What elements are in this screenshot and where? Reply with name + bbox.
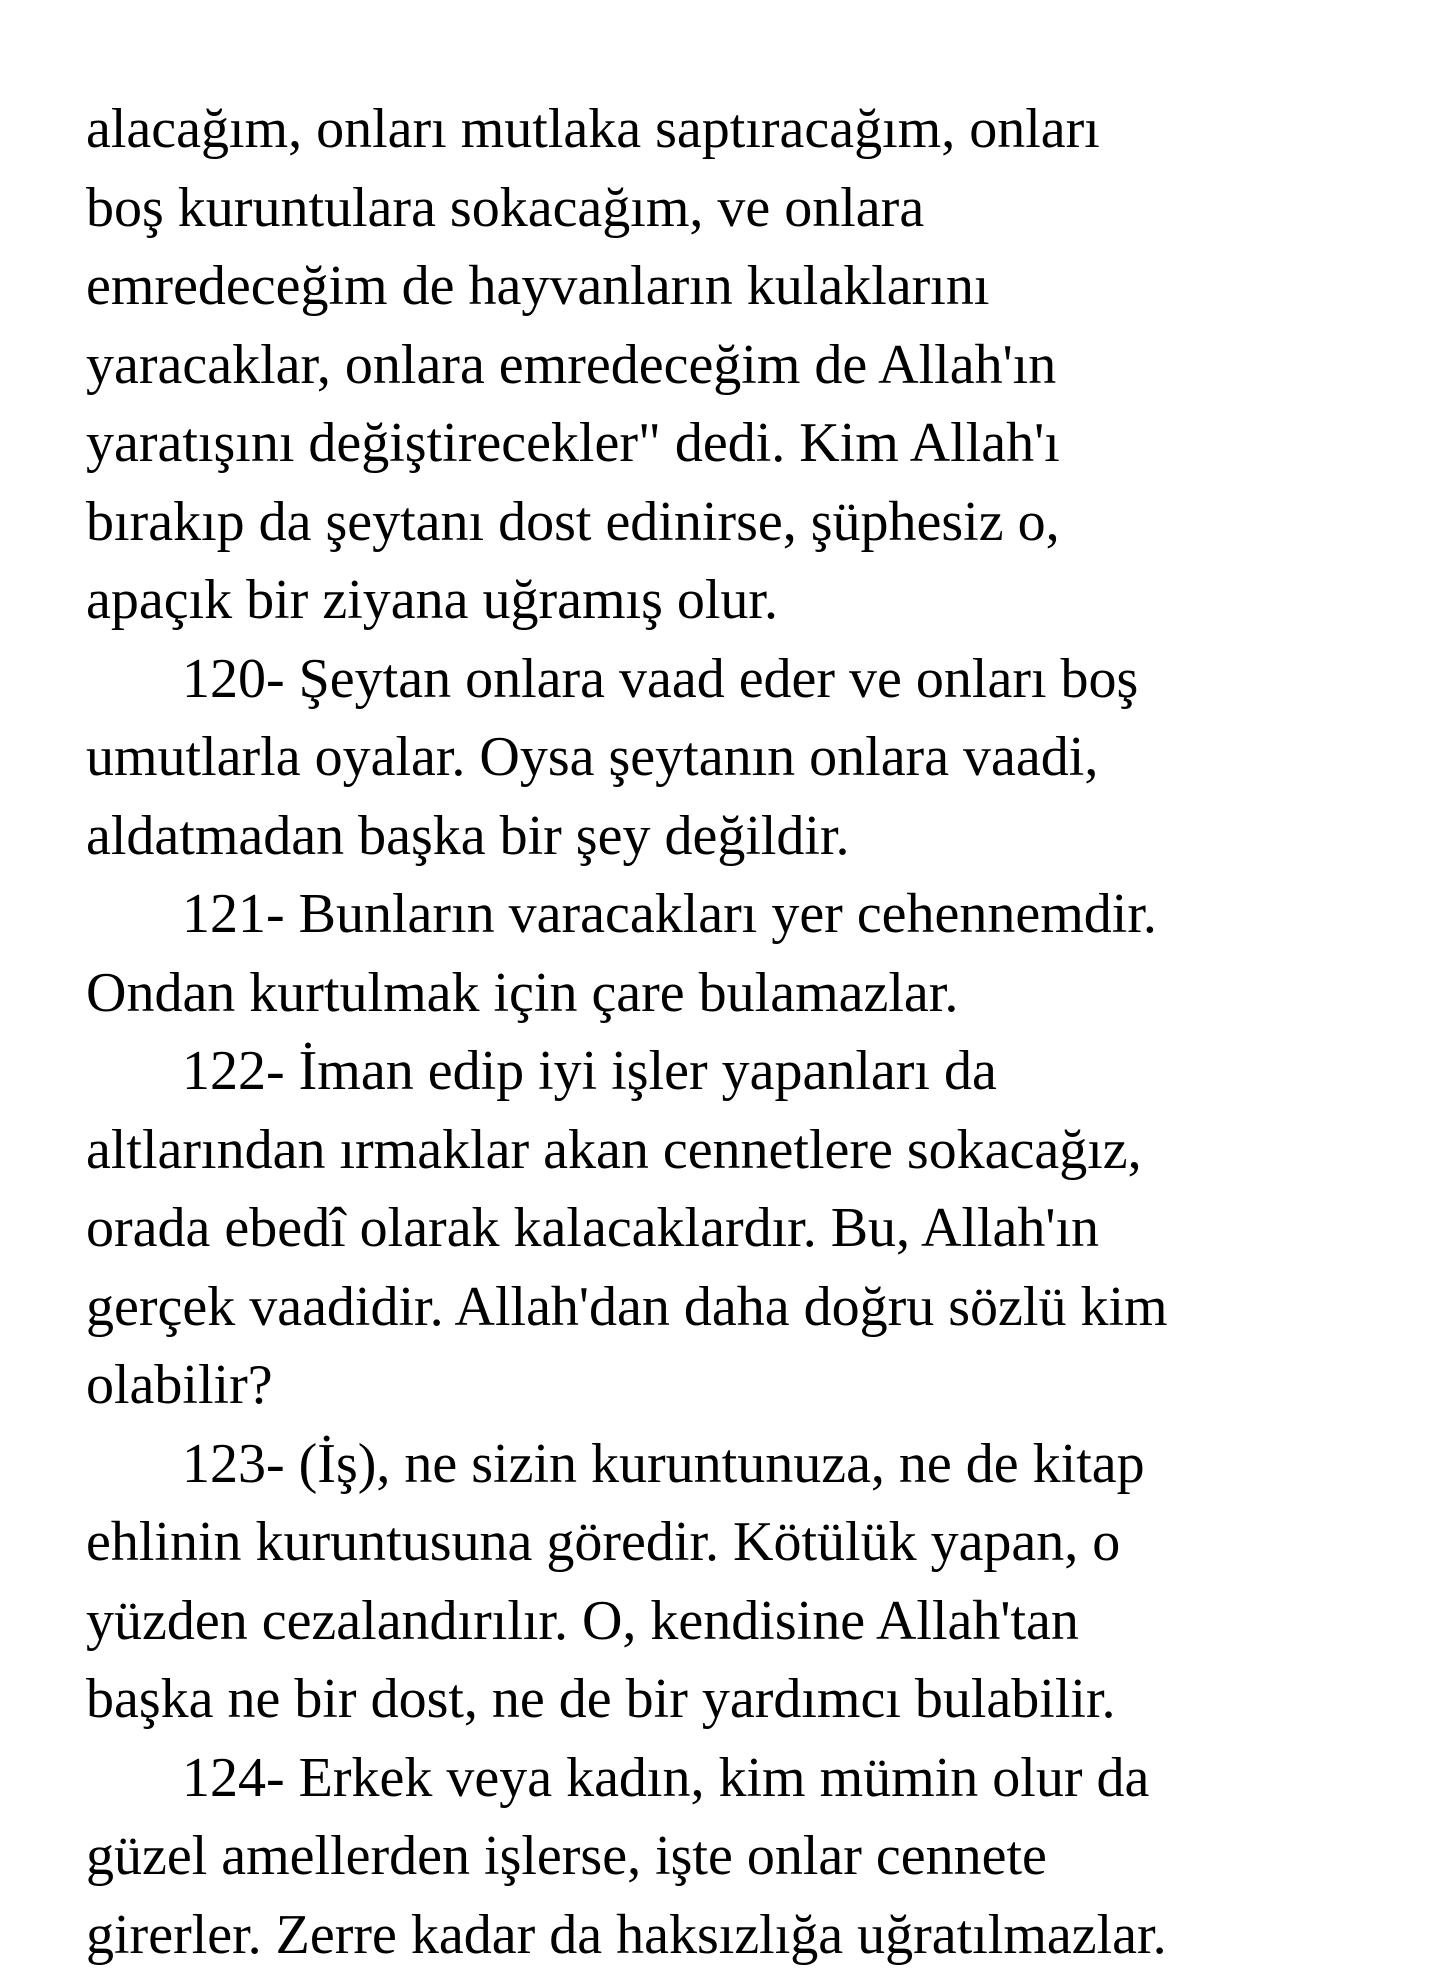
verse-120-start: 120- Şeytan onlara vaad eder ve onları boş bbox=[86, 640, 1406, 719]
verse-123-start: 123- (İş), ne sizin kuruntunuza, ne de kitap bbox=[86, 1425, 1406, 1504]
text-line: yaratışını değiştirecekler" dedi. Kim Allah'ı bbox=[86, 404, 1406, 483]
text-line: emredeceğim de hayvanların kulaklarını bbox=[86, 247, 1406, 326]
text-line: aldatmadan başka bir şey değildir. bbox=[86, 797, 1406, 876]
text-line: Ondan kurtulmak için çare bulamazlar. bbox=[86, 954, 1406, 1033]
verse-121-start: 121- Bunların varacakları yer cehennemdir. bbox=[86, 875, 1406, 954]
text-line: umutlarla oyalar. Oysa şeytanın onlara vaadi, bbox=[86, 718, 1406, 797]
document-page bbox=[86, 90, 1406, 1974]
verse-122-start: 122- İman edip iyi işler yapanları da bbox=[86, 1032, 1406, 1111]
text-line: yüzden cezalandırılır. O, kendisine Allah'tan bbox=[86, 1582, 1406, 1661]
text-line: orada ebedî olarak kalacaklardır. Bu, Allah'ın bbox=[86, 1189, 1406, 1268]
text-line: ehlinin kuruntusuna göredir. Kötülük yapan, o bbox=[86, 1503, 1406, 1582]
text-line: apaçık bir ziyana uğramış olur. bbox=[86, 561, 1406, 640]
verse-124-start: 124- Erkek veya kadın, kim mümin olur da bbox=[86, 1739, 1406, 1818]
text-line: alacağım, onları mutlaka saptıracağım, onları bbox=[86, 90, 1406, 169]
text-line: altlarından ırmaklar akan cennetlere sokacağız, bbox=[86, 1111, 1406, 1190]
text-line: girerler. Zerre kadar da haksızlığa uğratılmazlar. bbox=[86, 1896, 1406, 1974]
text-line: bırakıp da şeytanı dost edinirse, şüphesiz o, bbox=[86, 483, 1406, 562]
text-line: boş kuruntulara sokacağım, ve onlara bbox=[86, 169, 1406, 248]
text-line: yaracaklar, onlara emredeceğim de Allah'ın bbox=[86, 326, 1406, 405]
text-line: güzel amellerden işlerse, işte onlar cennete bbox=[86, 1817, 1406, 1896]
text-line: başka ne bir dost, ne de bir yardımcı bulabilir. bbox=[86, 1660, 1406, 1739]
text-line: gerçek vaadidir. Allah'dan daha doğru sözlü kim bbox=[86, 1268, 1406, 1347]
text-line: olabilir? bbox=[86, 1346, 1406, 1425]
